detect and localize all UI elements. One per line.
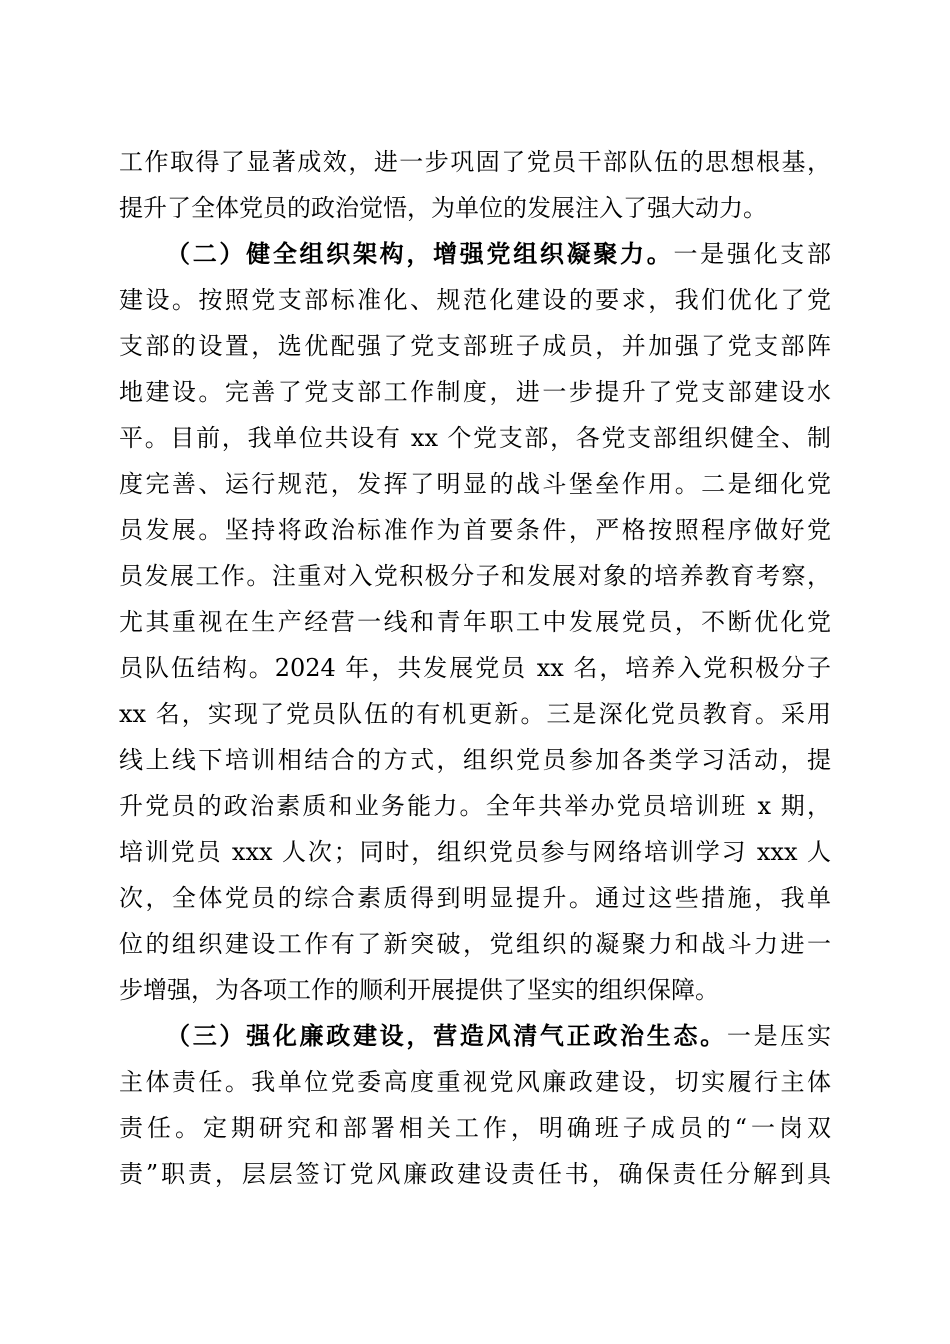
paragraph-first-line	[166, 234, 831, 274]
text-line: 员队伍结构。2024 年，共发展党员 xx 名，培养入党积极分子	[119, 654, 831, 682]
text-span: 一是压实	[726, 1022, 831, 1050]
text-line: xx 名，实现了党员队伍的有机更新。三是深化党员教育。采用	[119, 700, 831, 728]
text-line: 责任。定期研究和部署相关工作，明确班子成员的“一岗双	[119, 1114, 831, 1142]
text-line: 支部的设置，选优配强了党支部班子成员，并加强了党支部阵	[119, 332, 831, 360]
text-line: 工作取得了显著成效，进一步巩固了党员干部队伍的思想根基，	[119, 148, 831, 176]
text-line: 责”职责，层层签订党风廉政建设责任书，确保责任分解到具	[119, 1160, 831, 1188]
text-line: 员发展工作。注重对入党积极分子和发展对象的培养教育考察，	[119, 562, 831, 590]
text-line: 平。目前，我单位共设有 xx 个党支部，各党支部组织健全、制	[119, 424, 831, 452]
paragraph-first-line	[166, 1016, 831, 1056]
text-line: 次，全体党员的综合素质得到明显提升。通过这些措施，我单	[119, 884, 831, 912]
text-line: 位的组织建设工作有了新突破，党组织的凝聚力和战斗力进一	[119, 930, 831, 958]
text-line: 地建设。完善了党支部工作制度，进一步提升了党支部建设水	[119, 378, 831, 406]
text-line: 线上线下培训相结合的方式，组织党员参加各类学习活动，提	[119, 746, 831, 774]
text-line: 度完善、运行规范，发挥了明显的战斗堡垒作用。二是细化党	[119, 470, 831, 498]
text-line: 培训党员 xxx 人次；同时，组织党员参与网络培训学习 xxx 人	[119, 838, 831, 866]
section-heading: （三）强化廉政建设，营造风清气正政治生态。	[166, 1021, 727, 1050]
section-heading: （二）健全组织架构，增强党组织凝聚力。	[166, 239, 674, 268]
text-span: 一是强化支部	[673, 240, 832, 268]
text-line: 建设。按照党支部标准化、规范化建设的要求，我们优化了党	[119, 286, 831, 314]
text-line: 尤其重视在生产经营一线和青年职工中发展党员，不断优化党	[119, 608, 831, 636]
text-line: 步增强，为各项工作的顺利开展提供了坚实的组织保障。	[119, 976, 719, 1004]
text-line: 员发展。坚持将政治标准作为首要条件，严格按照程序做好党	[119, 516, 831, 544]
text-line: 提升了全体党员的政治觉悟，为单位的发展注入了强大动力。	[119, 194, 767, 222]
text-line: 升党员的政治素质和业务能力。全年共举办党员培训班 x 期，	[119, 792, 831, 820]
text-line: 主体责任。我单位党委高度重视党风廉政建设，切实履行主体	[119, 1068, 831, 1096]
